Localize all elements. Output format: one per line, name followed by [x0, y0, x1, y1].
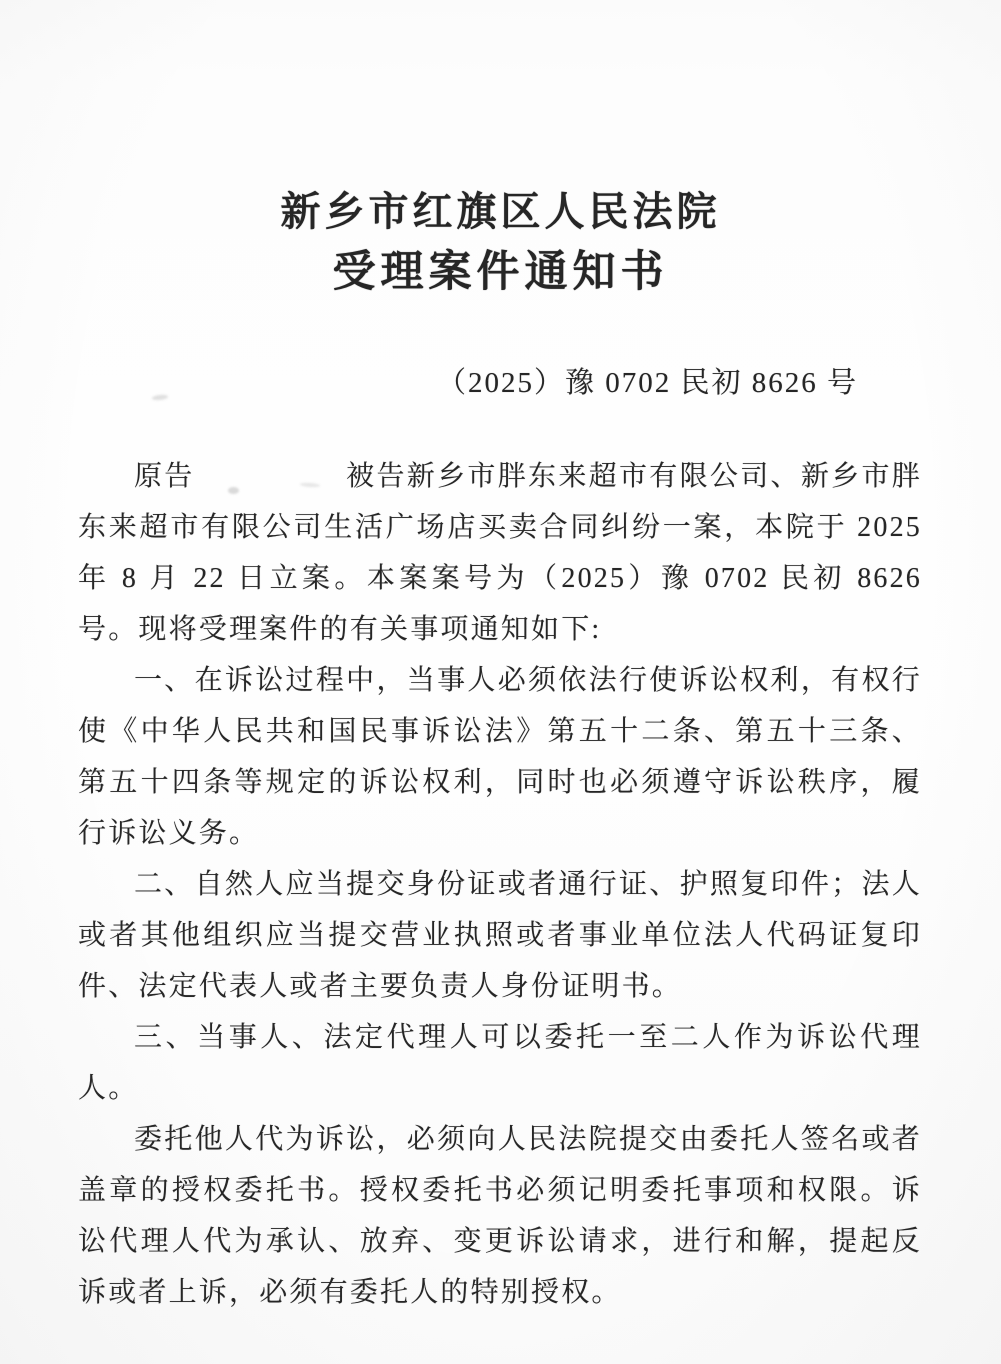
paragraph-item-2-identity-documents: 二、自然人应当提交身份证或者通行证、护照复印件；法人或者其他组织应当提交营业执照或者事业单位法人代码证复印件、法定代表人或者主要负责人身份证明书。 [78, 869, 922, 1002]
document-body [0, 451, 1001, 1318]
court-name: 新乡市红旗区人民法院 [280, 189, 721, 234]
paragraph-parties-and-filing: 原告 被告新乡市胖东来超市有限公司、新乡市胖东来超市有限公司生活广场店买卖合同纠纷一案，本院于 2025 年 8 月 22 日立案。本案案号为（2025）豫 0702 民初 8626 号。现将受理案件的有关事项通知如下: [78, 461, 922, 645]
paragraph-power-of-attorney: 委托他人代为诉讼，必须向人民法院提交由委托人签名或者盖章的授权委托书。授权委托书必须记明委托事项和权限。诉讼代理人代为承认、放弃、变更诉讼请求，进行和解，提起反诉或者上诉，必须有委托人的特别授权。 [78, 1124, 922, 1308]
case-number: （2025）豫 0702 民初 8626 号 [436, 367, 858, 399]
paragraph-item-1-litigation-rights: 一、在诉讼过程中，当事人必须依法行使诉讼权利，有权行使《中华人民共和国民事诉讼法》第五十二条、第五十三条、第五十四条等规定的诉讼权利，同时也必须遵守诉讼秩序，履行诉讼义务。 [78, 665, 922, 849]
document-header [0, 0, 1001, 302]
scan-smudge [228, 487, 239, 494]
paragraph-item-3-agents: 三、当事人、法定代理人可以委托一至二人作为诉讼代理人。 [78, 1022, 922, 1104]
document-title: 受理案件通知书 [332, 249, 669, 296]
